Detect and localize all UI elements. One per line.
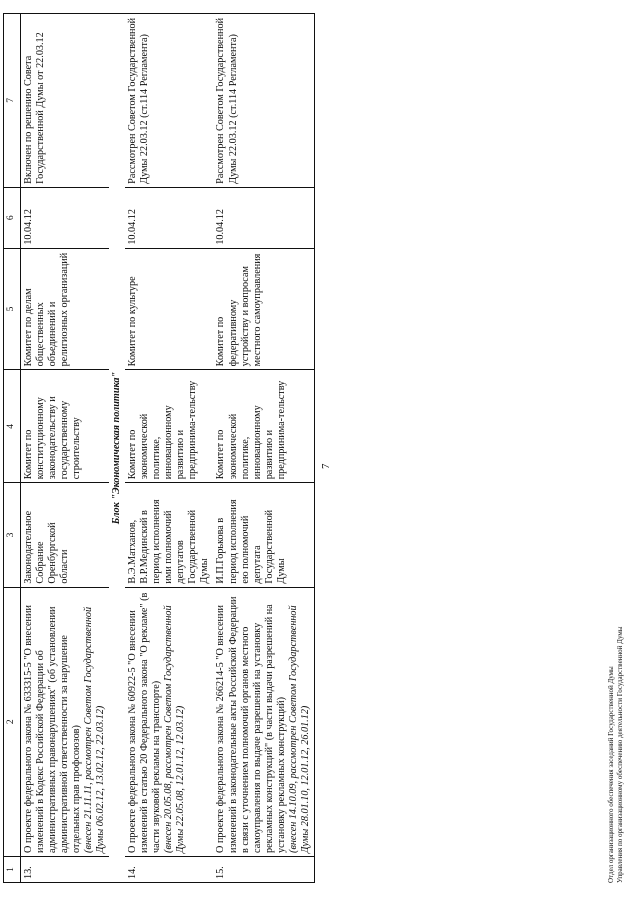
column-header: 5 xyxy=(4,248,21,370)
row-number: 14. xyxy=(125,856,213,882)
column-header: 7 xyxy=(4,14,21,188)
table-row xyxy=(213,14,314,883)
author-cell: Законодательное Собрание Оренбургской области xyxy=(21,483,110,587)
bill-note: (внесен 21.11.11, рассмотрен Советом Государственной Думы 06.02.12, 13.02.12, 22.03.12) xyxy=(83,606,107,853)
committee-cell: Комитет по экономической политике, инновационному развитию и предпринима-тельству xyxy=(213,370,314,483)
column-header: 6 xyxy=(4,187,21,248)
column-header: 2 xyxy=(4,587,21,856)
bill-cell xyxy=(125,587,213,856)
committee-cell: Комитет по экономической политике, инновационному развитию и предпринима-тельству xyxy=(125,370,213,483)
bills-table xyxy=(3,13,315,883)
status-cell: Рассмотрен Советом Государственной Думы 22.03.12 (ст.114 Регламента) xyxy=(213,14,314,188)
author-cell: И.П.Горькова в период исполнения ею полномочий депутата Государственной Думы xyxy=(213,483,314,587)
co-committee-cell: Комитет по культуре xyxy=(125,248,213,370)
column-header-row xyxy=(4,14,21,883)
bill-cell xyxy=(21,587,110,856)
footer-line: Отдел организационного обеспечения заседаний Государственной Думы xyxy=(607,666,615,883)
bill-title: О проекте федерального закона № 60922-5 "О внесении изменений в статью 20 Федерального закона "О рекламе" (в части звуковой рекламы на транспорте) xyxy=(127,592,163,853)
co-committee-cell: Комитет по федеративному устройству и вопросам местного самоуправления xyxy=(213,248,314,370)
date-cell: 10.04.12 xyxy=(21,187,110,248)
date-cell: 10.04.12 xyxy=(125,187,213,248)
table-row xyxy=(21,14,110,883)
table-row xyxy=(125,14,213,883)
bill-title: О проекте федерального закона № 266214-5 "О внесении изменений в законодательные акты Российской Федерации в связи с уточнением полномочий органов местного самоуправления по выдаче разрешений на установку рекламных конструкций" (в части выдачи разрешений на установку рекламных конструкций) xyxy=(215,596,287,853)
footer xyxy=(607,627,625,883)
row-number: 13. xyxy=(21,856,110,882)
committee-cell: Комитет по конституционному законодательству и государственному строительству xyxy=(21,370,110,483)
row-number: 15. xyxy=(213,856,314,882)
status-cell: Включен по решению Совета Государственной Думы от 22.03.12 xyxy=(21,14,110,188)
block-heading-row xyxy=(109,14,125,883)
status-cell: Рассмотрен Советом Государственной Думы 22.03.12 (ст.114 Регламента) xyxy=(125,14,213,188)
column-header: 1 xyxy=(4,856,21,882)
co-committee-cell: Комитет по делам общественных объединений и религиозных организаций xyxy=(21,248,110,370)
column-header: 4 xyxy=(4,370,21,483)
block-title: Блок "Экономическая политика" xyxy=(109,14,125,883)
page-number: 7 xyxy=(320,463,332,469)
footer-line: Управления по организационному обеспечению деятельности Государственной Думы xyxy=(615,626,624,883)
bill-title: О проекте федерального закона № 633315-5 "О внесении изменений в Кодекс Российской Федерации об административных правонарушениях" (об установлении административной ответственности за нарушение отдельных прав профсоюзов) xyxy=(23,605,83,853)
date-cell: 10.04.12 xyxy=(213,187,314,248)
bill-cell xyxy=(213,587,314,856)
bill-note: (внесен 20.05.08, рассмотрен Советом Государственной Думы 22.05.08, 12.01.12, 12.03.12) xyxy=(163,605,187,853)
column-header: 3 xyxy=(4,483,21,587)
bill-note: (внесен 14.10.09, рассмотрен Советом Государственной Думы 28.01.10, 12.01.12, 26.01.12) xyxy=(287,605,311,853)
author-cell: В.Э.Матханов, В.Р.Мединский в период исполнения ими полномочий депутатов Государственной Думы xyxy=(125,483,213,587)
